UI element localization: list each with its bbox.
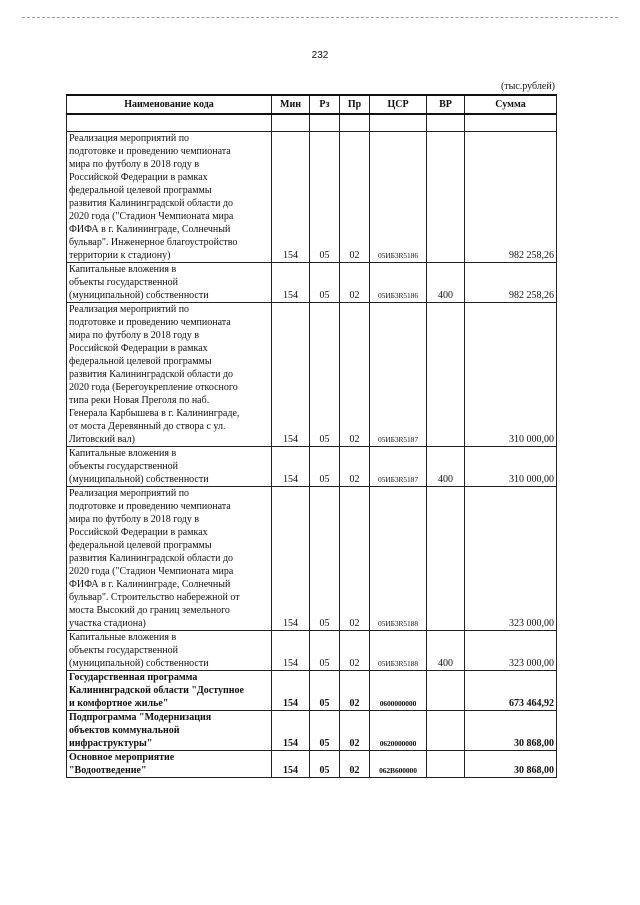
cell-rz <box>310 114 340 132</box>
header-rz: Рз <box>310 95 340 114</box>
cell-vr <box>427 751 465 778</box>
cell-sum: 310 000,00 <box>465 303 557 447</box>
cell-rz: 05 <box>310 447 340 487</box>
cell-name: Основное мероприятие "Водоотведение" <box>67 751 272 778</box>
cell-sum: 673 464,92 <box>465 671 557 711</box>
top-rule <box>22 17 618 18</box>
cell-rz: 05 <box>310 711 340 751</box>
cell-csr: 05ИБ3R5187 <box>370 447 427 487</box>
table-row <box>67 132 557 263</box>
cell-sum: 30 868,00 <box>465 751 557 778</box>
cell-vr: 400 <box>427 631 465 671</box>
cell-csr <box>370 114 427 132</box>
cell-rz: 05 <box>310 303 340 447</box>
cell-sum: 982 258,26 <box>465 263 557 303</box>
header-min: Мин <box>272 95 310 114</box>
table-row <box>67 303 557 447</box>
cell-sum: 310 000,00 <box>465 447 557 487</box>
cell-pr: 02 <box>340 263 370 303</box>
cell-rz: 05 <box>310 132 340 263</box>
cell-name: Реализация мероприятий по подготовке и проведению чемпионата мира по футболу в 2018 году в Российской Федерации в рамках федеральной целевой программы развития Калининградской области до 2020 года ("Стадион Чемпионата мира ФИФА в г. Калининграде, Солнечный бульвар". Строительство набережной от моста Высокий до границ земельного участка стадиона) <box>67 487 272 631</box>
cell-pr: 02 <box>340 303 370 447</box>
cell-sum: 30 868,00 <box>465 711 557 751</box>
cell-vr <box>427 487 465 631</box>
header-pr: Пр <box>340 95 370 114</box>
cell-vr <box>427 303 465 447</box>
cell-vr: 400 <box>427 263 465 303</box>
cell-sum: 323 000,00 <box>465 487 557 631</box>
table-row <box>67 114 557 132</box>
page-number: 232 <box>311 50 329 61</box>
cell-rz: 05 <box>310 671 340 711</box>
cell-vr <box>427 132 465 263</box>
table-row <box>67 751 557 778</box>
cell-name: Реализация мероприятий по подготовке и проведению чемпионата мира по футболу в 2018 году в Российской Федерации в рамках федеральной целевой программы развития Калининградской области до 2020 года ("Стадион Чемпионата мира ФИФА в г. Калининграде, Солнечный бульвар". Инженерное благоустройство территории к стадиону) <box>67 132 272 263</box>
cell-min <box>272 114 310 132</box>
cell-pr <box>340 114 370 132</box>
cell-sum: 323 000,00 <box>465 631 557 671</box>
table-row <box>67 671 557 711</box>
table-row <box>67 447 557 487</box>
cell-min: 154 <box>272 631 310 671</box>
table-header-row <box>67 95 557 114</box>
cell-name: Капитальные вложения в объекты государственной (муниципальной) собственности <box>67 447 272 487</box>
cell-name: Капитальные вложения в объекты государственной (муниципальной) собственности <box>67 631 272 671</box>
cell-min: 154 <box>272 132 310 263</box>
cell-csr: 05ИБ3R5188 <box>370 631 427 671</box>
cell-min: 154 <box>272 447 310 487</box>
cell-vr <box>427 711 465 751</box>
cell-name: Реализация мероприятий по подготовке и проведению чемпионата мира по футболу в 2018 году в Российской Федерации в рамках федеральной целевой программы развития Калининградской области до 2020 года (Берегоукрепление откосного типа реки Новая Преголя по наб. Генерала Карбышева в г. Калининграде, от моста Деревянный до створа с ул. Литовский вал) <box>67 303 272 447</box>
header-name: Наименование кода <box>67 95 272 114</box>
cell-csr: 05ИБ3R5186 <box>370 132 427 263</box>
cell-csr: 05ИБ3R5186 <box>370 263 427 303</box>
table-row <box>67 263 557 303</box>
budget-table <box>66 94 557 778</box>
header-vr: ВР <box>427 95 465 114</box>
table-row <box>67 631 557 671</box>
cell-rz: 05 <box>310 631 340 671</box>
cell-name <box>67 114 272 132</box>
cell-sum <box>465 114 557 132</box>
cell-csr: 062В600000 <box>370 751 427 778</box>
cell-min: 154 <box>272 263 310 303</box>
cell-min: 154 <box>272 487 310 631</box>
cell-csr: 0620000000 <box>370 711 427 751</box>
cell-vr <box>427 671 465 711</box>
cell-vr: 400 <box>427 447 465 487</box>
table-row <box>67 487 557 631</box>
cell-pr: 02 <box>340 487 370 631</box>
cell-pr: 02 <box>340 711 370 751</box>
cell-csr: 0600000000 <box>370 671 427 711</box>
cell-csr: 05ИБ3R5188 <box>370 487 427 631</box>
cell-sum: 982 258,26 <box>465 132 557 263</box>
cell-pr: 02 <box>340 631 370 671</box>
cell-name: Государственная программа Калининградской области "Доступное и комфортное жилье" <box>67 671 272 711</box>
units-label: (тыс.рублей) <box>500 81 555 92</box>
cell-min: 154 <box>272 671 310 711</box>
cell-csr: 05ИБ3R5187 <box>370 303 427 447</box>
cell-min: 154 <box>272 751 310 778</box>
cell-name: Капитальные вложения в объекты государственной (муниципальной) собственности <box>67 263 272 303</box>
table-row <box>67 711 557 751</box>
cell-pr: 02 <box>340 751 370 778</box>
header-csr: ЦСР <box>370 95 427 114</box>
cell-min: 154 <box>272 711 310 751</box>
cell-pr: 02 <box>340 671 370 711</box>
cell-pr: 02 <box>340 132 370 263</box>
cell-rz: 05 <box>310 751 340 778</box>
cell-min: 154 <box>272 303 310 447</box>
cell-vr <box>427 114 465 132</box>
cell-rz: 05 <box>310 263 340 303</box>
header-sum: Сумма <box>465 95 557 114</box>
cell-pr: 02 <box>340 447 370 487</box>
cell-name: Подпрограмма "Модернизация объектов коммунальной инфраструктуры" <box>67 711 272 751</box>
cell-rz: 05 <box>310 487 340 631</box>
